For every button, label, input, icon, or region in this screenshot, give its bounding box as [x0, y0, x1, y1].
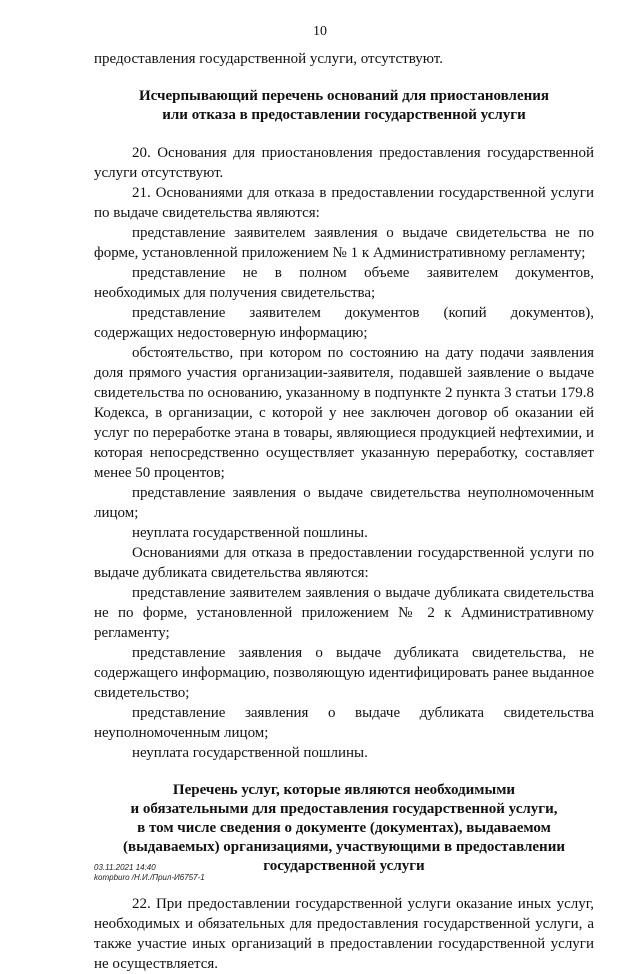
- heading-line: государственной услуги: [263, 858, 425, 874]
- paragraph-duplicate-item: представление заявителем заявления о выдаче дубликата свидетельства не по форме, установленной приложением № 2 к Административному регламенту;: [94, 585, 594, 641]
- paragraph-duplicate: Основаниями для отказа в предоставлении государственной услуги по выдаче дубликата свидетельства являются:: [94, 545, 594, 581]
- heading-line: и обязательными для предоставления государственной услуги,: [130, 801, 558, 817]
- page-number: 10: [313, 24, 327, 39]
- footer-author: kompburo /Н.И./Прил-И6757-1: [94, 873, 205, 882]
- heading-line: или отказа в предоставлении государственной услуги: [162, 107, 526, 123]
- paragraph-21-item: неуплата государственной пошлины.: [132, 525, 368, 541]
- document-body: [94, 49, 594, 974]
- footer-stamp: [94, 863, 205, 883]
- paragraph-duplicate-item: представление заявления о выдаче дубликата свидетельства неуполномоченным лицом;: [94, 705, 594, 741]
- section-heading-services: [94, 781, 594, 876]
- paragraph-21-item: обстоятельство, при котором по состоянию на дату подачи заявления доля прямого участия организации-заявителя, подавшей заявление о выдаче свидетельства по основанию, указанному в подпункте 2 пункта 3 статьи 179.8 Кодекса, в организации, с которой у нее заключен договор об оказании ей услуг по переработке этана в товары, являющиеся продукцией нефтехимии, и которая непосредственно осуществляет указанную переработку, составляет менее 50 процентов;: [94, 345, 594, 481]
- paragraph-21-item: представление заявителем документов (копий документов), содержащих недостоверную информацию;: [94, 305, 594, 341]
- paragraph-duplicate-item: неуплата государственной пошлины.: [132, 745, 368, 761]
- paragraph-20: 20. Основания для приостановления предоставления государственной услуги отсутствуют.: [94, 145, 594, 181]
- footer-date: 03.11.2021 14:40: [94, 863, 156, 872]
- paragraph-duplicate-item: представление заявления о выдаче дубликата свидетельства, не содержащего информацию, позволяющую идентифицировать ранее выданное свидетельство;: [94, 645, 594, 701]
- paragraph-21: 21. Основаниями для отказа в предоставлении государственной услуги по выдаче свидетельства являются:: [94, 185, 594, 221]
- paragraph-continuation: предоставления государственной услуги, отсутствуют.: [94, 51, 443, 67]
- section-heading-grounds: [94, 87, 594, 125]
- paragraph-21-item: представление заявителем заявления о выдаче свидетельства не по форме, установленной приложением № 1 к Административному регламенту;: [94, 225, 594, 261]
- paragraph-21-item: представление не в полном объеме заявителем документов, необходимых для получения свидетельства;: [94, 265, 594, 301]
- heading-line: Исчерпывающий перечень оснований для приостановления: [138, 88, 550, 104]
- heading-line: (выдаваемых) организациями, участвующими в предоставлении: [122, 839, 565, 855]
- paragraph-22: 22. При предоставлении государственной услуги оказание иных услуг, необходимых и обязательных для предоставления государственной услуги, а также участие иных организаций в предоставлении государственной услуги не осуществляется.: [94, 896, 594, 972]
- paragraph-21-item: представление заявления о выдаче свидетельства неуполномоченным лицом;: [94, 485, 594, 521]
- heading-line: Перечень услуг, которые являются необходимыми: [172, 782, 516, 798]
- heading-line: в том числе сведения о документе (документах), выдаваемом: [137, 820, 551, 836]
